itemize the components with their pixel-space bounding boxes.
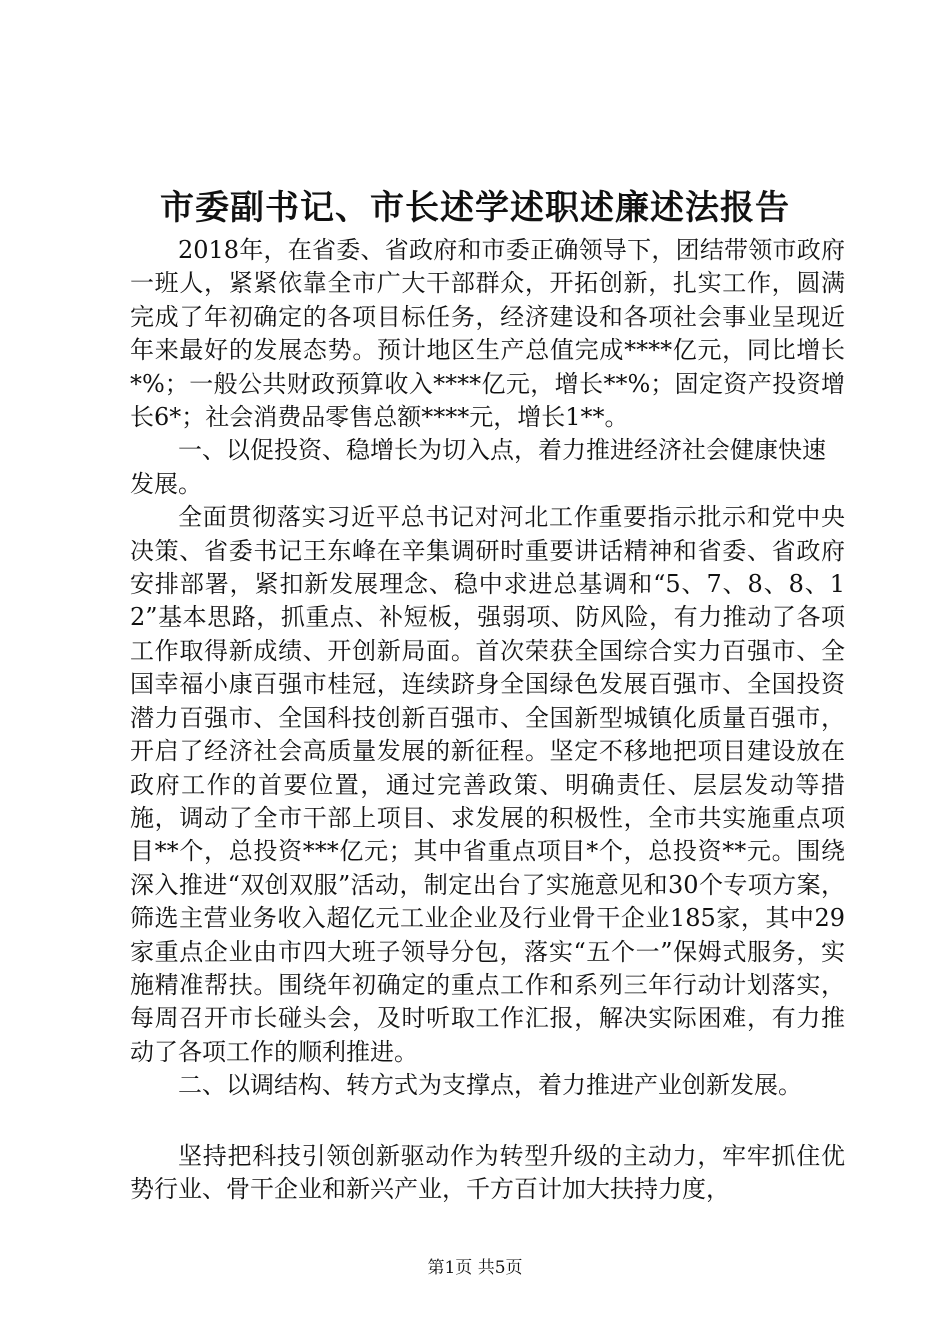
paragraph-intro: 2018年，在省委、省政府和市委正确领导下，团结带领市政府一班人，紧紧依靠全市广大干部群众，开拓创新，扎实工作，圆满完成了年初确定的各项目标任务，经济建设和各项社会事业呈现近年来最好的发展态势。预计地区生产总值完成****亿元，同比增长*%；一般公共财政预算收入****亿元，增长**%；固定资产投资增长6*；社会消费品零售总额****元，增长1**。	[130, 236, 845, 432]
document-title: 市委副书记、市长述学述职述廉述法报告	[160, 188, 790, 228]
paragraph-section-2: 坚持把科技引领创新驱动作为转型升级的主动力，牢牢抓住优势行业、骨干企业和新兴产业，千方百计加大扶持力度，	[130, 1141, 845, 1203]
section-heading-1: 一、以促投资、稳增长为切入点，着力推进经济社会健康快速发展。	[130, 436, 826, 498]
paragraph-spacer	[130, 1103, 845, 1140]
section-heading-2: 二、以调结构、转方式为支撑点，着力推进产业创新发展。	[178, 1071, 802, 1100]
document-body	[130, 234, 845, 1206]
page-number-footer: 第1页 共5页	[427, 1258, 523, 1278]
paragraph-section-1: 全面贯彻落实习近平总书记对河北工作重要指示批示和党中央决策、省委书记王东峰在辛集调研时重要讲话精神和省委、省政府安排部署，紧扣新发展理念、稳中求进总基调和“5、7、8、8、12”基本思路，抓重点、补短板，强弱项、防风险，有力推动了各项工作取得新成绩、开创新局面。首次荣获全国综合实力百强市、全国幸福小康百强市桂冠，连续跻身全国绿色发展百强市、全国投资潜力百强市、全国科技创新百强市、全国新型城镇化质量百强市，开启了经济社会高质量发展的新征程。坚定不移地把项目建设放在政府工作的首要位置，通过完善政策、明确责任、层层发动等措施，调动了全市干部上项目、求发展的积极性，全市共实施重点项目**个，总投资***亿元；其中省重点项目*个，总投资**元。围绕深入推进“双创双服”活动，制定出台了实施意见和30个专项方案，筛选主营业务收入超亿元工业企业及行业骨干企业185家，其中29家重点企业由市四大班子领导分包，落实“五个一”保姆式服务，实施精准帮扶。围绕年初确定的重点工作和系列三年行动计划落实，每周召开市长碰头会，及时听取工作汇报，解决实际困难，有力推动了各项工作的顺利推进。	[130, 503, 845, 1066]
